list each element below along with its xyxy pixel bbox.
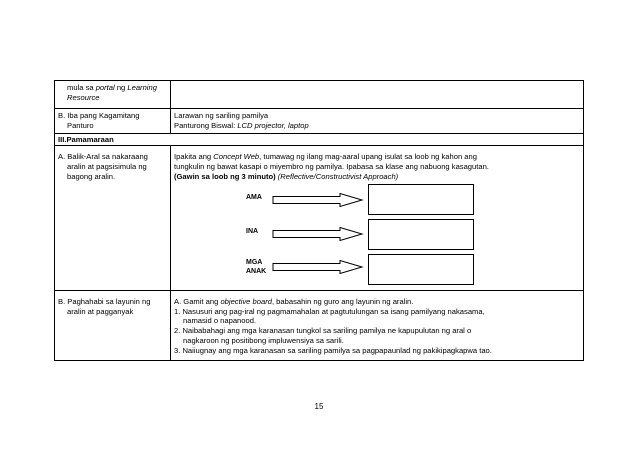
- cell-paghahabi-value: A. Gamit ang objective board, babasahin ng guro ang layunin ng aralin. 1. Nasusuri ang pag-iral ng pagmamahalan at pagtutulungan sa isang pamilyang nakasama, namasid o napanood. 2. Naibabahagi ang mga karanasan tungkol sa sariling pamilya ne kapupulutan ng aral o nagkaroon ng positibong impluwensiya sa sarili. 3. Naiiugnay ang mga karanasan sa sariling pamilya sa pagpapaunlad ng pakikipagkapwa tao.: [171, 290, 584, 360]
- table-row-balik-aral: [55, 146, 584, 290]
- table-row-iba-pang-kagamitan: [55, 109, 584, 134]
- cell-balik-aral-value: Ipakita ang Concept Web, tumawag ng ilang mag-aaral upang isulat sa loob ng kahon ang tungkulin ng bawat kasapi o miyembro ng pamilya. Ipabasa sa klase ang nabuong kasagutan. (Gawin sa loob ng 3 minuto) (Reflective/Constructivist Approach) AMA INA MGA ANAK: [171, 146, 584, 290]
- answer-box-anak[interactable]: [368, 254, 474, 285]
- cell-learning-resource-label: mula sa portal ng Learning Resource: [55, 81, 171, 109]
- cell-iba-pang-kagamitan-label: B. Iba pang Kagamitang Panturo: [55, 109, 171, 134]
- section-header-pamamaraan: III.Pamamaraan: [55, 133, 584, 146]
- table-row-section-header: [55, 133, 584, 146]
- arrow-ina-icon: [272, 227, 364, 241]
- table-row-learning-resource: [55, 81, 584, 109]
- concept-web: [174, 188, 579, 288]
- table-row-paghahabi: [55, 290, 584, 360]
- cell-balik-aral-label: A. Balik-Aral sa nakaraang aralin at pagsisimula ng bagong aralin.: [55, 146, 171, 290]
- answer-box-ina[interactable]: [368, 219, 474, 250]
- cell-learning-resource-value: [171, 81, 584, 109]
- concept-label-anak: ANAK: [246, 267, 267, 275]
- concept-label-ina: INA: [246, 227, 259, 235]
- cell-iba-pang-kagamitan-value: Larawan ng sariling pamilya Panturong Biswal: LCD projector, laptop: [171, 109, 584, 134]
- concept-label-ama: AMA: [246, 193, 262, 201]
- arrow-anak-icon: [272, 260, 364, 274]
- page-number: 15: [314, 402, 324, 411]
- answer-box-ama[interactable]: [368, 184, 474, 215]
- lesson-plan-table: [54, 80, 584, 361]
- arrow-ama-icon: [272, 193, 364, 207]
- concept-label-mga: MGA: [246, 258, 263, 266]
- cell-paghahabi-label: B. Paghahabi sa layunin ng aralin at pagganyak: [55, 290, 171, 360]
